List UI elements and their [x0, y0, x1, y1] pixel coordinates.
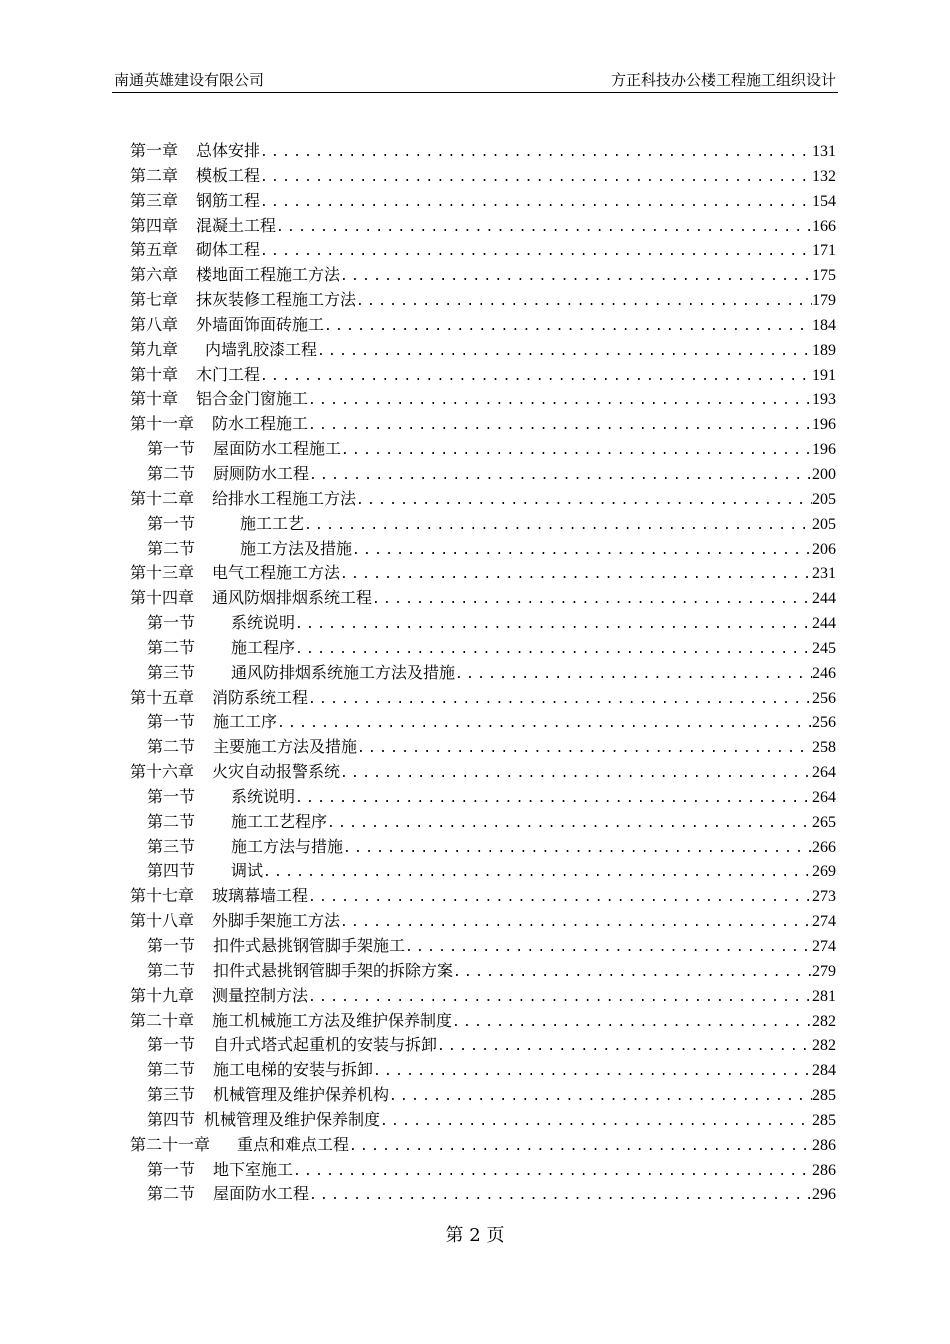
toc-section-row[interactable]: [130, 1158, 836, 1183]
toc-leader-dots: [343, 837, 812, 862]
toc-page-number: 264: [812, 788, 836, 806]
toc-leader-dots: [295, 613, 812, 638]
toc-title: 钢筋工程: [196, 190, 261, 210]
toc-page-number: 179: [812, 292, 836, 310]
toc-section-row[interactable]: [130, 512, 836, 537]
toc-section-row[interactable]: [130, 810, 836, 835]
toc-leader-dots: [340, 762, 812, 787]
toc-number: 第二节: [147, 463, 196, 483]
toc-page-number: 184: [812, 316, 836, 334]
toc-leader-dots: [405, 936, 812, 961]
toc-title: 系统说明: [231, 786, 296, 806]
toc-leader-dots: [352, 539, 812, 564]
toc-page-number: 281: [812, 987, 836, 1005]
toc-chapter-row[interactable]: [130, 909, 836, 934]
toc-title: 通风防排烟系统施工方法及措施: [231, 662, 456, 682]
toc-section-row[interactable]: [130, 710, 836, 735]
toc-section-row[interactable]: [130, 785, 836, 810]
toc-section-row[interactable]: [130, 437, 836, 462]
toc-number: 第十二章: [130, 488, 195, 508]
toc-leader-dots: [308, 886, 812, 911]
toc-section-row[interactable]: [130, 1182, 836, 1207]
toc-page-number: 196: [812, 416, 836, 434]
toc-leader-dots: [340, 265, 812, 290]
toc-title: 调试: [231, 861, 264, 881]
toc-leader-dots: [263, 861, 812, 886]
toc-number: 第一节: [147, 786, 196, 806]
toc-page-number: 193: [812, 391, 836, 409]
toc-section-row[interactable]: [130, 835, 836, 860]
toc-number: 第十四章: [130, 588, 195, 608]
toc-chapter-row[interactable]: [130, 884, 836, 909]
toc-leader-dots: [340, 911, 812, 936]
toc-leader-dots: [356, 290, 812, 315]
toc-leader-dots: [308, 688, 812, 713]
toc-section-row[interactable]: [130, 859, 836, 884]
toc-leader-dots: [260, 191, 812, 216]
toc-leader-dots: [349, 1135, 812, 1160]
toc-title: 混凝土工程: [196, 215, 277, 235]
toc-title: 外脚手架施工方法: [212, 911, 341, 931]
toc-leader-dots: [295, 787, 812, 812]
toc-number: 第四章: [130, 215, 179, 235]
toc-page-number: 166: [812, 217, 836, 235]
toc-title: 施工方法与措施: [231, 836, 344, 856]
toc-number: 第一节: [147, 1159, 196, 1179]
toc-page-number: 206: [812, 540, 836, 558]
toc-page-number: 246: [812, 664, 836, 682]
toc-leader-dots: [260, 166, 812, 191]
toc-number: 第一节: [147, 613, 196, 633]
toc-section-row[interactable]: [130, 934, 836, 959]
toc-page-number: 279: [812, 962, 836, 980]
toc-title: 施工工艺程序: [231, 811, 328, 831]
toc-page-number: 191: [812, 366, 836, 384]
toc-leader-dots: [260, 240, 812, 265]
toc-leader-dots: [327, 812, 812, 837]
toc-chapter-row[interactable]: [130, 139, 836, 164]
toc-leader-dots: [356, 489, 812, 514]
toc-leader-dots: [452, 1011, 812, 1036]
toc-title: 木门工程: [196, 364, 261, 384]
toc-chapter-row[interactable]: [130, 363, 836, 388]
toc-leader-dots: [357, 737, 812, 762]
toc-section-row[interactable]: [130, 537, 836, 562]
header-company-name: 南通英雄建设有限公司: [114, 71, 265, 89]
toc-leader-dots: [324, 315, 812, 340]
toc-section-row[interactable]: [130, 1033, 836, 1058]
toc-title: 系统说明: [231, 613, 296, 633]
toc-title: 自升式塔式起重机的安装与拆卸: [213, 1035, 438, 1055]
toc-number: 第一节: [147, 712, 196, 732]
toc-page-number: 286: [812, 1136, 836, 1154]
toc-page-number: 265: [812, 813, 836, 831]
toc-title: 抹灰装修工程施工方法: [196, 290, 357, 310]
toc-page-number: 196: [812, 441, 836, 459]
toc-title: 屋面防水工程施工: [213, 439, 342, 459]
toc-number: 第二节: [147, 1184, 196, 1204]
toc-page-number: 200: [812, 465, 836, 483]
toc-leader-dots: [260, 365, 812, 390]
toc-chapter-row[interactable]: [130, 984, 836, 1009]
toc-number: 第二十章: [130, 1010, 195, 1030]
toc-chapter-row[interactable]: [130, 561, 836, 586]
toc-title: 施工工艺: [240, 513, 305, 533]
toc-section-row[interactable]: [130, 1058, 836, 1083]
toc-page-number: 285: [812, 1087, 836, 1105]
toc-number: 第一节: [147, 1035, 196, 1055]
toc-page-number: 258: [812, 739, 836, 757]
toc-page-number: 231: [812, 565, 836, 583]
toc-chapter-row[interactable]: [130, 487, 836, 512]
toc-chapter-row[interactable]: [130, 238, 836, 263]
toc-number: 第九章: [130, 339, 179, 359]
toc-page-number: 244: [812, 590, 836, 608]
toc-leader-dots: [389, 1085, 812, 1110]
toc-page-number: 274: [812, 913, 836, 931]
toc-chapter-row[interactable]: [130, 313, 836, 338]
toc-title: 施工工序: [213, 712, 278, 732]
table-of-contents: [130, 139, 836, 1207]
header-document-title: 方正科技办公楼工程施工组织设计: [610, 71, 836, 89]
toc-section-row[interactable]: [130, 1083, 836, 1108]
toc-number: 第十九章: [130, 985, 195, 1005]
toc-page-number: 273: [812, 888, 836, 906]
toc-leader-dots: [276, 216, 812, 241]
toc-page-number: 205: [812, 490, 836, 508]
toc-leader-dots: [373, 1060, 812, 1085]
toc-number: 第二节: [147, 538, 196, 558]
toc-leader-dots: [295, 638, 812, 663]
toc-title: 扣件式悬挑钢管脚手架施工: [213, 936, 406, 955]
toc-leader-dots: [309, 1184, 812, 1209]
toc-chapter-row[interactable]: [130, 412, 836, 437]
toc-chapter-row[interactable]: [130, 338, 836, 363]
toc-page-number: 189: [812, 341, 836, 359]
toc-page-number: 296: [812, 1186, 836, 1204]
toc-section-row[interactable]: [130, 1108, 836, 1133]
toc-chapter-row[interactable]: [130, 214, 836, 239]
page-number: 第 2 页: [445, 1225, 505, 1246]
toc-leader-dots: [372, 588, 812, 613]
toc-title: 机械管理及维护保养制度: [204, 1109, 381, 1129]
toc-section-row[interactable]: [130, 462, 836, 487]
toc-number: 第十一章: [130, 414, 195, 434]
toc-title: 玻璃幕墙工程: [212, 886, 309, 906]
toc-number: 第十三章: [130, 563, 195, 583]
toc-title: 测量控制方法: [212, 985, 309, 1005]
toc-number: 第八章: [130, 314, 179, 334]
toc-chapter-row[interactable]: [130, 586, 836, 611]
toc-number: 第二节: [147, 737, 196, 757]
toc-number: 第十章: [130, 364, 179, 384]
toc-page-number: 285: [812, 1111, 836, 1129]
toc-title: 铝合金门窗施工: [196, 389, 309, 409]
toc-page-number: 175: [812, 267, 836, 285]
toc-section-row[interactable]: [130, 661, 836, 686]
toc-page-number: 274: [812, 938, 836, 955]
toc-leader-dots: [341, 439, 812, 464]
toc-number: 第七章: [130, 290, 179, 310]
toc-leader-dots: [304, 514, 812, 539]
toc-leader-dots: [260, 141, 812, 166]
toc-number: 第二节: [147, 637, 196, 657]
toc-number: 第三章: [130, 190, 179, 210]
toc-page-number: 171: [812, 242, 836, 260]
toc-number: 第十八章: [130, 911, 195, 931]
toc-title: 厨厕防水工程: [213, 463, 310, 483]
toc-chapter-row[interactable]: [130, 1133, 836, 1158]
page-header: [112, 66, 838, 93]
toc-title: 屋面防水工程: [213, 1184, 310, 1204]
toc-leader-dots: [340, 563, 812, 588]
toc-section-row[interactable]: [130, 735, 836, 760]
toc-title: 总体安排: [196, 141, 261, 160]
toc-title: 扣件式悬挑钢管脚手架的拆除方案: [213, 960, 454, 980]
toc-title: 施工机械施工方法及维护保养制度: [212, 1010, 453, 1030]
toc-number: 第一节: [147, 439, 196, 459]
toc-page-number: 245: [812, 639, 836, 657]
toc-title: 砌体工程: [196, 240, 261, 260]
toc-leader-dots: [437, 1035, 812, 1060]
toc-chapter-row[interactable]: [130, 760, 836, 785]
toc-chapter-row[interactable]: [130, 686, 836, 711]
toc-number: 第十章: [130, 389, 179, 409]
toc-chapter-row[interactable]: [130, 164, 836, 189]
toc-number: 第六章: [130, 265, 179, 285]
toc-title: 消防系统工程: [212, 687, 309, 707]
toc-chapter-row[interactable]: [130, 263, 836, 288]
toc-title: 火灾自动报警系统: [212, 762, 341, 782]
toc-title: 通风防烟排烟系统工程: [212, 588, 373, 608]
toc-chapter-row[interactable]: [130, 387, 836, 412]
toc-title: 施工程序: [231, 637, 296, 657]
toc-number: 第二节: [147, 1060, 196, 1080]
toc-page-number: 284: [812, 1062, 836, 1080]
toc-number: 第十五章: [130, 687, 195, 707]
toc-title: 施工电梯的安装与拆卸: [213, 1060, 374, 1080]
toc-leader-dots: [277, 712, 812, 737]
toc-number: 第二节: [147, 960, 196, 980]
toc-number: 第三节: [147, 1085, 196, 1105]
toc-leader-dots: [309, 464, 812, 489]
toc-number: 第三节: [147, 836, 196, 856]
toc-leader-dots: [308, 986, 812, 1011]
toc-title: 模板工程: [196, 165, 261, 185]
toc-leader-dots: [453, 961, 812, 986]
toc-chapter-row[interactable]: [130, 189, 836, 214]
toc-page-number: 266: [812, 838, 836, 856]
toc-number: 第五章: [130, 240, 179, 260]
toc-leader-dots: [317, 340, 812, 365]
toc-page-number: 256: [812, 714, 836, 732]
toc-number: 第一节: [147, 513, 196, 533]
toc-number: 第四节: [147, 1109, 196, 1129]
toc-title: 重点和难点工程: [237, 1134, 350, 1154]
toc-page-number: 282: [812, 1012, 836, 1030]
toc-number: 第三节: [147, 662, 196, 682]
toc-leader-dots: [380, 1110, 812, 1135]
toc-number: 第二节: [147, 811, 196, 831]
toc-number: 第二章: [130, 165, 179, 185]
toc-title: 施工方法及措施: [240, 538, 353, 558]
toc-title: 楼地面工程施工方法: [196, 265, 341, 285]
toc-page-number: 256: [812, 689, 836, 707]
toc-leader-dots: [455, 663, 812, 688]
toc-title: 防水工程施工: [212, 414, 309, 434]
toc-title: 给排水工程施工方法: [212, 488, 357, 508]
toc-title: 内墙乳胶漆工程: [205, 339, 318, 359]
toc-number: 第十七章: [130, 886, 195, 906]
toc-title: 机械管理及维护保养机构: [213, 1085, 390, 1105]
toc-number: 第二十一章: [130, 1134, 211, 1154]
toc-title: 地下室施工: [213, 1159, 294, 1179]
toc-page-number: 154: [812, 192, 836, 210]
toc-number: 第一节: [147, 936, 196, 955]
toc-section-row[interactable]: [130, 611, 836, 636]
toc-number: 第一章: [130, 141, 179, 160]
toc-chapter-row[interactable]: [130, 288, 836, 313]
toc-page-number: 244: [812, 615, 836, 633]
toc-section-row[interactable]: [130, 636, 836, 661]
toc-page-number: 264: [812, 764, 836, 782]
toc-leader-dots: [293, 1160, 812, 1185]
toc-chapter-row[interactable]: [130, 1009, 836, 1034]
toc-leader-dots: [308, 414, 812, 439]
toc-page-number: 269: [812, 863, 836, 881]
toc-section-row[interactable]: [130, 959, 836, 984]
toc-page-number: 282: [812, 1037, 836, 1055]
toc-title: 主要施工方法及措施: [213, 737, 358, 757]
toc-page-number: 132: [812, 167, 836, 185]
toc-title: 外墙面饰面砖施工: [196, 314, 325, 334]
toc-title: 电气工程施工方法: [212, 563, 341, 583]
toc-page-number: 205: [812, 515, 836, 533]
toc-leader-dots: [308, 389, 812, 414]
toc-page-number: 131: [812, 143, 836, 160]
toc-number: 第四节: [147, 861, 196, 881]
toc-number: 第十六章: [130, 762, 195, 782]
toc-page-number: 286: [812, 1161, 836, 1179]
